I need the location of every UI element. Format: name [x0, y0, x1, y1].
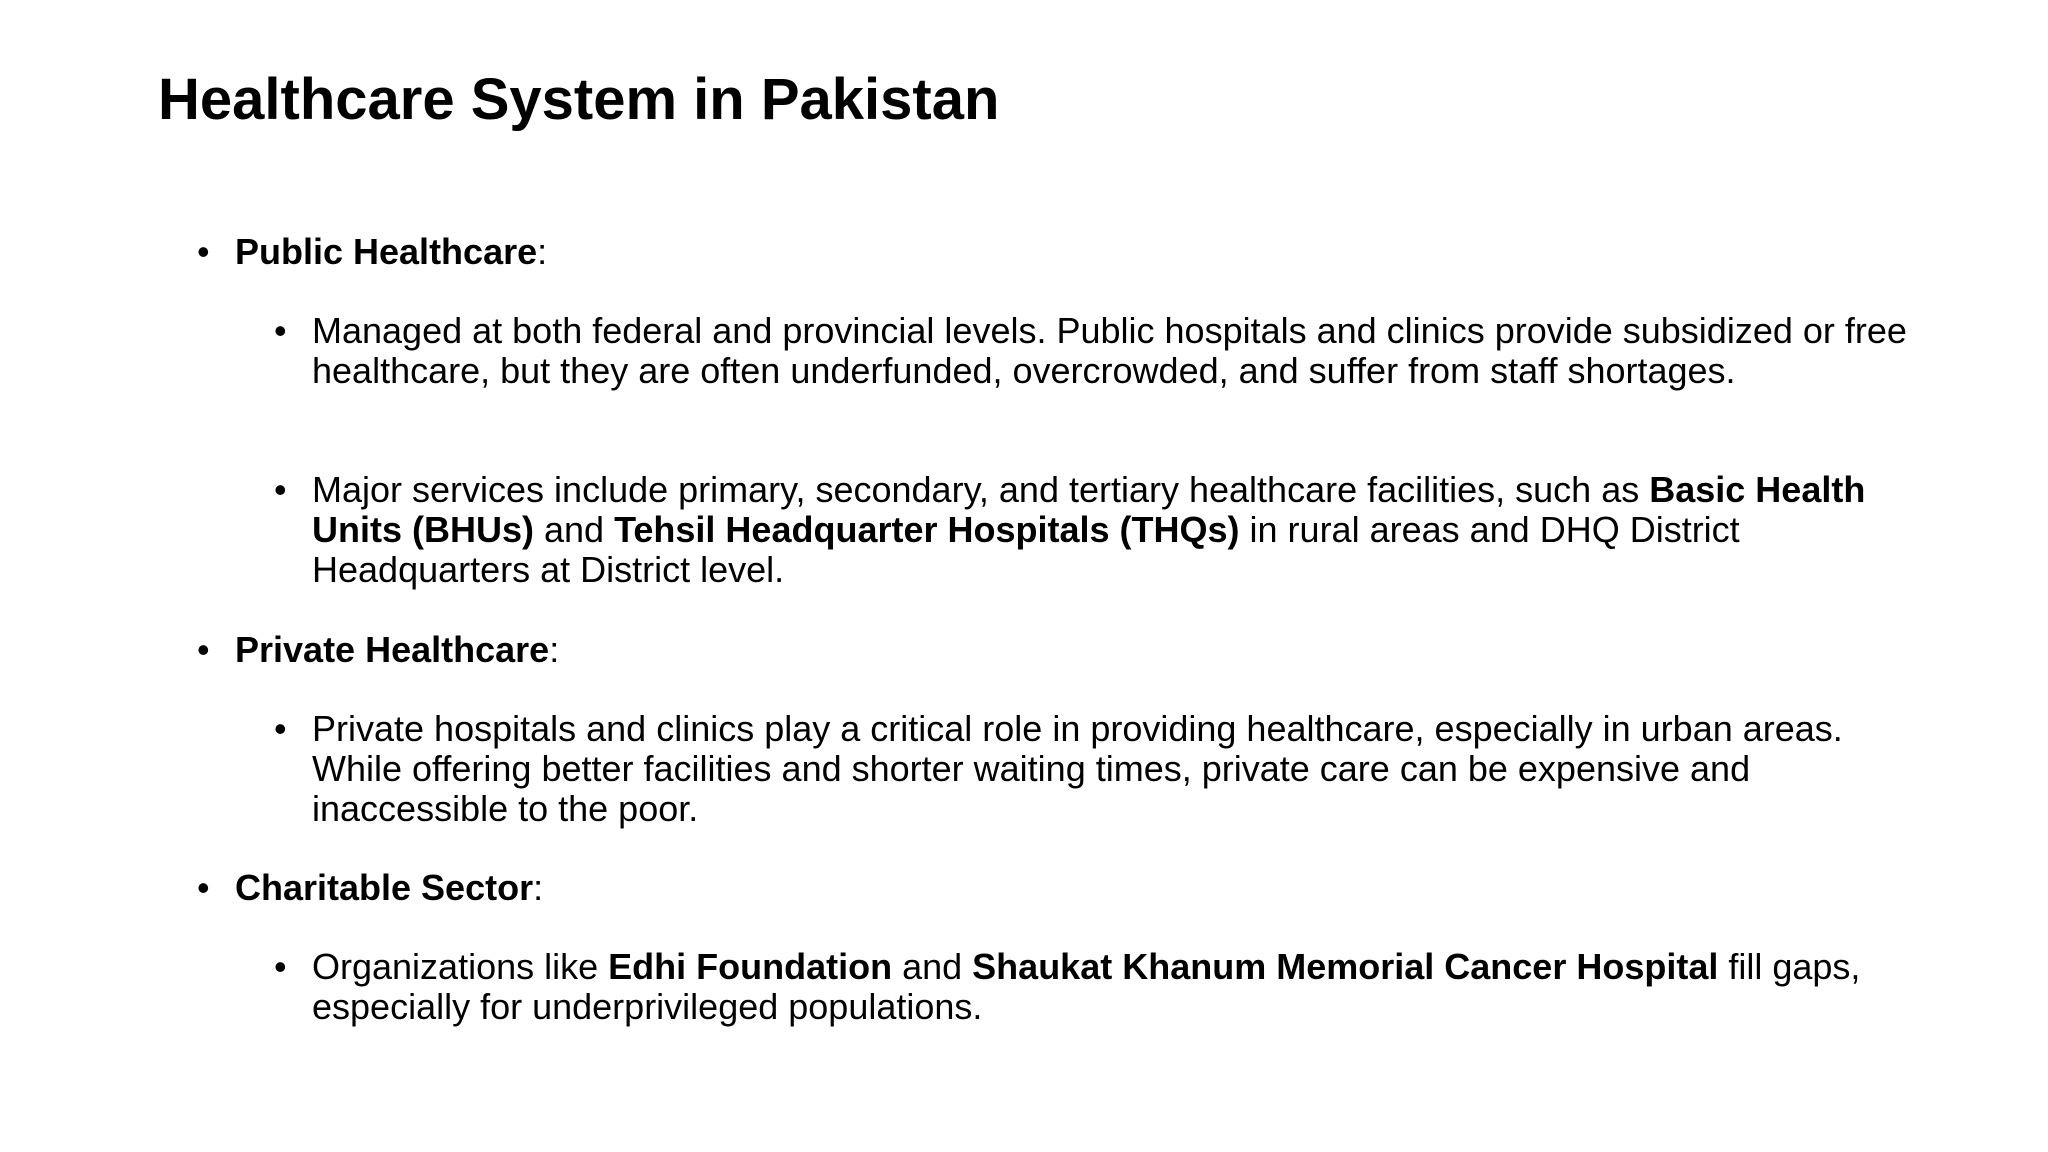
- bullet-private-healthcare: [197, 629, 1935, 670]
- sub-bullet-text: and: [892, 946, 973, 987]
- slide-title: Healthcare System in Pakistan: [158, 67, 1000, 132]
- heading-suffix: :: [533, 867, 544, 908]
- bold-shaukat-khanum: Shaukat Khanum Memorial Cancer Hospital: [972, 946, 1719, 987]
- bold-bhus: Basic Health Units (BHUs): [312, 469, 1866, 550]
- bullet-dot: •: [274, 469, 287, 510]
- bold-thqs: Tehsil Headquarter Hospitals (THQs): [614, 509, 1240, 550]
- sub-bullet-public-1: [274, 310, 1932, 391]
- bullet-dot: •: [274, 946, 287, 987]
- heading-suffix: :: [537, 231, 548, 272]
- bullet-dot: •: [274, 310, 287, 351]
- bullet-public-healthcare: [197, 231, 1935, 272]
- sub-bullet-private-1: [274, 708, 1932, 829]
- bullet-dot: •: [197, 867, 210, 908]
- heading-private-healthcare: Private Healthcare: [235, 629, 550, 670]
- sub-bullet-text: Major services include primary, secondary, and tertiary healthcare facilities, such as: [312, 469, 1650, 510]
- bullet-dot: •: [197, 629, 210, 670]
- bullet-dot: •: [197, 231, 210, 272]
- heading-suffix: :: [549, 629, 560, 670]
- heading-charitable-sector: Charitable Sector: [235, 867, 534, 908]
- sub-bullet-text: and: [534, 509, 615, 550]
- bullet-dot: •: [274, 708, 287, 749]
- sub-bullet-text: fill gaps, especially for underprivileged populations.: [312, 946, 1861, 1027]
- bold-edhi-foundation: Edhi Foundation: [608, 946, 893, 987]
- sub-bullet-text: Organizations like: [312, 946, 609, 987]
- sub-bullet-text: Private hospitals and clinics play a critical role in providing healthcare, especially in urban areas. While offering better facilities and shorter waiting times, private care can be expensive and inaccessible to the poor.: [312, 708, 1843, 829]
- sub-bullet-charitable-1: [274, 946, 1932, 1027]
- heading-public-healthcare: Public Healthcare: [235, 231, 538, 272]
- sub-bullet-text: Managed at both federal and provincial levels. Public hospitals and clinics provide subsidized or free healthcare, but they are often underfunded, overcrowded, and suffer from staff shortages.: [312, 310, 1907, 391]
- sub-bullet-text: in rural areas and DHQ District Headquarters at District level.: [312, 509, 1740, 590]
- bullet-charitable-sector: [197, 867, 1935, 908]
- sub-bullet-public-2: [274, 469, 1932, 590]
